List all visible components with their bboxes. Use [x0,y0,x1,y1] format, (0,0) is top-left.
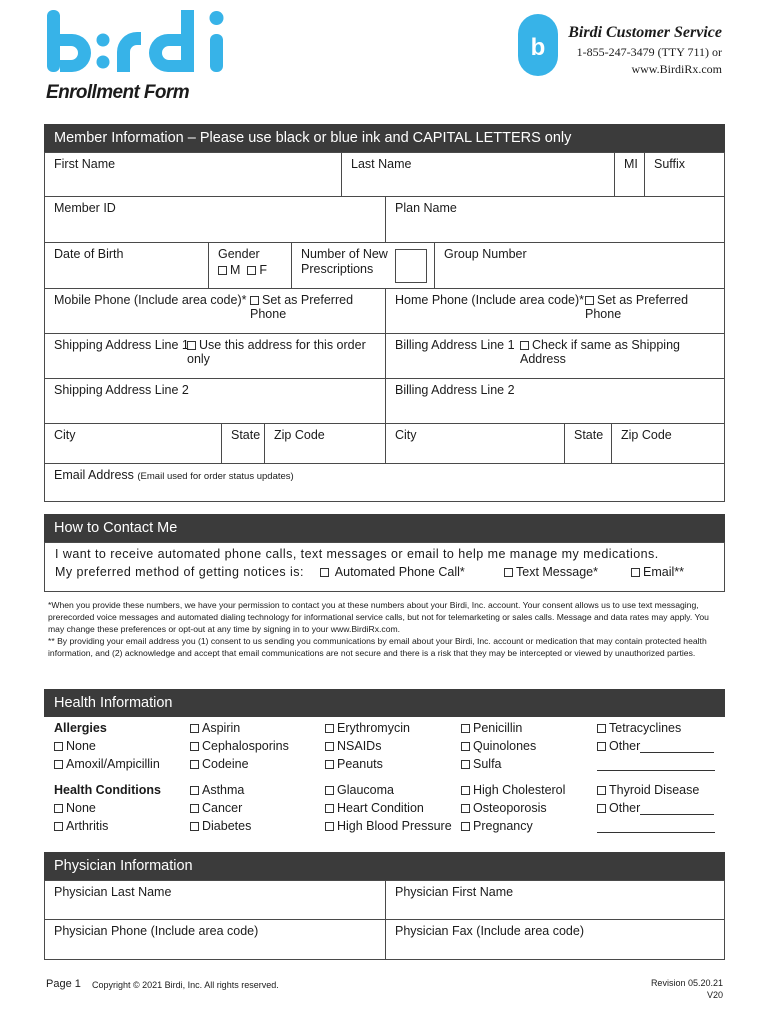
shipping-state-field[interactable] [222,424,265,464]
physician-fax-label: Physician Fax (Include area code) [395,924,584,938]
customer-service-title: Birdi Customer Service [568,24,722,41]
last-name-field[interactable] [342,153,615,197]
physician-last-name-label: Physician Last Name [54,885,172,899]
shipping-line2-field[interactable] [45,379,386,424]
condition-checkbox[interactable] [54,822,63,831]
revision: Revision 05.20.21 [650,978,723,988]
use-address-label: Use this address for this order only [187,338,366,366]
contact-box [44,542,725,592]
num-prescriptions-input[interactable] [395,249,427,283]
member-info-box [44,152,725,502]
physician-header: Physician Information [44,852,725,880]
allergy-checkbox[interactable] [461,742,470,751]
gender-f-label: F [259,263,268,277]
num-prescriptions-label: Number of New Prescriptions [301,247,388,276]
allergy-checkbox[interactable] [190,724,199,733]
condition-label: Arthritis [66,819,109,833]
same-as-shipping-checkbox[interactable] [520,341,529,350]
billing-zip-field[interactable] [612,424,725,464]
conditions-label: Health Conditions [54,783,161,797]
member-id-field[interactable] [45,197,386,243]
allergy-checkbox[interactable] [325,724,334,733]
allergy-checkbox[interactable] [190,742,199,751]
form-title: Enrollment Form [46,82,190,103]
allergy-label: Amoxil/Ampicillin [66,757,160,771]
gender-m-label: M [230,263,241,277]
member-info-header: Member Information – Please use black or blue ink and CAPITAL LETTERS only [44,124,725,152]
allergy-label: Peanuts [337,757,383,771]
allergy-checkbox[interactable] [54,742,63,751]
condition-checkbox[interactable] [461,804,470,813]
condition-label: Thyroid Disease [609,783,700,797]
allergy-checkbox[interactable] [325,742,334,751]
shipping-zip-field[interactable] [265,424,386,464]
shipping-line1-label: Shipping Address Line 1 [54,338,189,352]
allergy-label: Tetracyclines [609,721,682,735]
mi-field[interactable] [615,153,645,197]
gender-label: Gender [218,247,260,261]
condition-checkbox[interactable] [190,822,199,831]
allergy-label: Penicillin [473,721,523,735]
preferred-mobile-checkbox[interactable] [250,296,259,305]
allergy-label: Sulfa [473,757,502,771]
preferred-mobile-label: Set as Preferred Phone [250,293,354,321]
condition-checkbox[interactable] [190,804,199,813]
condition-label: Glaucoma [337,783,394,797]
gender-m-checkbox[interactable] [218,266,227,275]
condition-checkbox[interactable] [461,822,470,831]
allergy-other-line-2[interactable] [597,758,715,771]
group-number-field[interactable] [435,243,725,289]
birdi-logo [47,10,233,74]
condition-other-line-2[interactable] [597,820,715,833]
allergy-label: Codeine [202,757,249,771]
shipping-city-field[interactable] [45,424,222,464]
use-address-checkbox[interactable] [187,341,196,350]
page-number: Page 1 [46,978,81,990]
billing-state-field[interactable] [565,424,612,464]
first-name-label: First Name [54,157,116,171]
opt-text-label: Text Message* [516,565,598,579]
billing-city-field[interactable] [386,424,565,464]
email-note: (Email used for order status updates) [137,471,294,482]
customer-service-website[interactable]: www.BirdiRx.com [631,62,722,76]
allergies-label: Allergies [54,721,107,735]
condition-label: Other [609,801,641,815]
physician-phone-label: Physician Phone (Include area code) [54,924,259,938]
email-field[interactable] [45,464,725,501]
mi-label: MI [624,157,638,171]
condition-label: High Blood Pressure [337,819,452,833]
condition-checkbox[interactable] [461,786,470,795]
billing-line2-field[interactable] [386,379,725,424]
shipping-line1-field[interactable] [45,334,386,379]
birdi-badge-icon [518,14,558,76]
condition-checkbox[interactable] [54,804,63,813]
health-grid [44,717,725,842]
customer-service-phone: 1-855-247-3479 (TTY 711) or [576,45,722,59]
physician-fax-field[interactable] [386,920,725,959]
suffix-field[interactable] [645,153,725,197]
condition-label: High Cholesterol [473,783,566,797]
condition-label: Osteoporosis [473,801,547,815]
condition-checkbox[interactable] [597,804,606,813]
group-number-label: Group Number [444,247,527,261]
opt-email-label: Email** [643,565,684,579]
billing-zip-label: Zip Code [621,428,672,442]
allergy-checkbox[interactable] [597,742,606,751]
opt-email-checkbox[interactable] [631,568,640,577]
allergy-other-line[interactable] [640,752,714,753]
plan-name-field[interactable] [386,197,725,243]
physician-last-name-field[interactable] [45,881,386,920]
condition-label: Heart Condition [337,801,424,815]
consent-text [48,599,720,659]
shipping-city-label: City [54,428,76,442]
allergy-label: Aspirin [202,721,241,735]
opt-phone-label: Automated Phone Call* [334,565,465,579]
allergy-label: Other [609,739,641,753]
condition-checkbox[interactable] [597,786,606,795]
consent-paragraph-1: *When you provide these numbers, we have your permission to contact you at these numbers about your Birdi, Inc. account. Your consent allows us to use text messaging, prerecorded voice messages and automated dialing technology for informational service calls, but not for telemarketing or sales calls. Message and data rates may apply. You may change these preferences or opt-out at any time by signing in to your www.BirdiRx.com. [48,600,709,634]
first-name-field[interactable] [45,153,342,197]
member-id-label: Member ID [54,201,116,215]
email-label: Email Address [54,468,134,482]
billing-state-label: State [574,428,604,442]
health-header: Health Information [44,689,725,717]
opt-phone-checkbox[interactable] [320,568,329,577]
billing-line1-label: Billing Address Line 1 [395,338,515,352]
physician-phone-field[interactable] [45,920,386,959]
shipping-state-label: State [231,428,261,442]
condition-label: Diabetes [202,819,252,833]
condition-label: Asthma [202,783,245,797]
copyright: Copyright © 2021 Birdi, Inc. All rights reserved. [92,980,279,990]
gender-field [209,243,292,289]
last-name-label: Last Name [351,157,412,171]
physician-box [44,880,725,960]
dob-label: Date of Birth [54,247,124,261]
shipping-line2-label: Shipping Address Line 2 [54,383,189,397]
allergy-checkbox[interactable] [325,760,334,769]
allergy-checkbox[interactable] [461,760,470,769]
billing-line1-field[interactable] [386,334,725,379]
num-prescriptions-field [292,243,435,289]
gender-f-checkbox[interactable] [247,266,256,275]
condition-other-line[interactable] [640,814,714,815]
condition-checkbox[interactable] [190,786,199,795]
condition-label: Pregnancy [473,819,533,833]
version: V20 [706,990,723,1000]
allergy-label: Cephalosporins [202,739,289,753]
allergy-label: NSAIDs [337,739,382,753]
consent-paragraph-2: ** By providing your email address you (1) consent to us sending you communications by email about your Birdi, Inc. account or medication that may contain protected health information, and (2) acknowledge and accept that email communications are not secure and there is a risk that they may be intercepted or viewed by unauthorized parties. [48,636,707,658]
contact-line1: I want to receive automated phone calls, text messages or email to help me manage my medications. [55,547,659,561]
suffix-label: Suffix [654,157,686,171]
allergy-label: None [66,739,96,753]
condition-checkbox[interactable] [325,822,334,831]
allergy-checkbox[interactable] [190,760,199,769]
physician-first-name-field[interactable] [386,881,725,920]
badge-letter: b [530,34,546,61]
plan-name-label: Plan Name [395,201,457,215]
billing-city-label: City [395,428,417,442]
allergy-label: Erythromycin [337,721,410,735]
contact-line2: My preferred method of getting notices is: [55,565,304,579]
allergy-checkbox[interactable] [461,724,470,733]
preferred-home-label: Set as Preferred Phone [585,293,689,321]
preferred-home-checkbox[interactable] [585,296,594,305]
billing-line2-label: Billing Address Line 2 [395,383,515,397]
condition-label: Cancer [202,801,243,815]
opt-text-checkbox[interactable] [504,568,513,577]
condition-label: None [66,801,96,815]
mobile-phone-label: Mobile Phone (Include area code)* [54,293,247,307]
condition-checkbox[interactable] [325,786,334,795]
home-phone-label: Home Phone (Include area code)* [395,293,585,307]
home-phone-field[interactable] [386,289,725,334]
shipping-zip-label: Zip Code [274,428,325,442]
dob-field[interactable] [45,243,209,289]
contact-header: How to Contact Me [44,514,725,542]
mobile-phone-field[interactable] [45,289,386,334]
physician-first-name-label: Physician First Name [395,885,514,899]
allergy-checkbox[interactable] [597,724,606,733]
same-as-shipping-label: Check if same as Shipping Address [520,338,680,366]
allergy-checkbox[interactable] [54,760,63,769]
condition-checkbox[interactable] [325,804,334,813]
allergy-label: Quinolones [473,739,537,753]
